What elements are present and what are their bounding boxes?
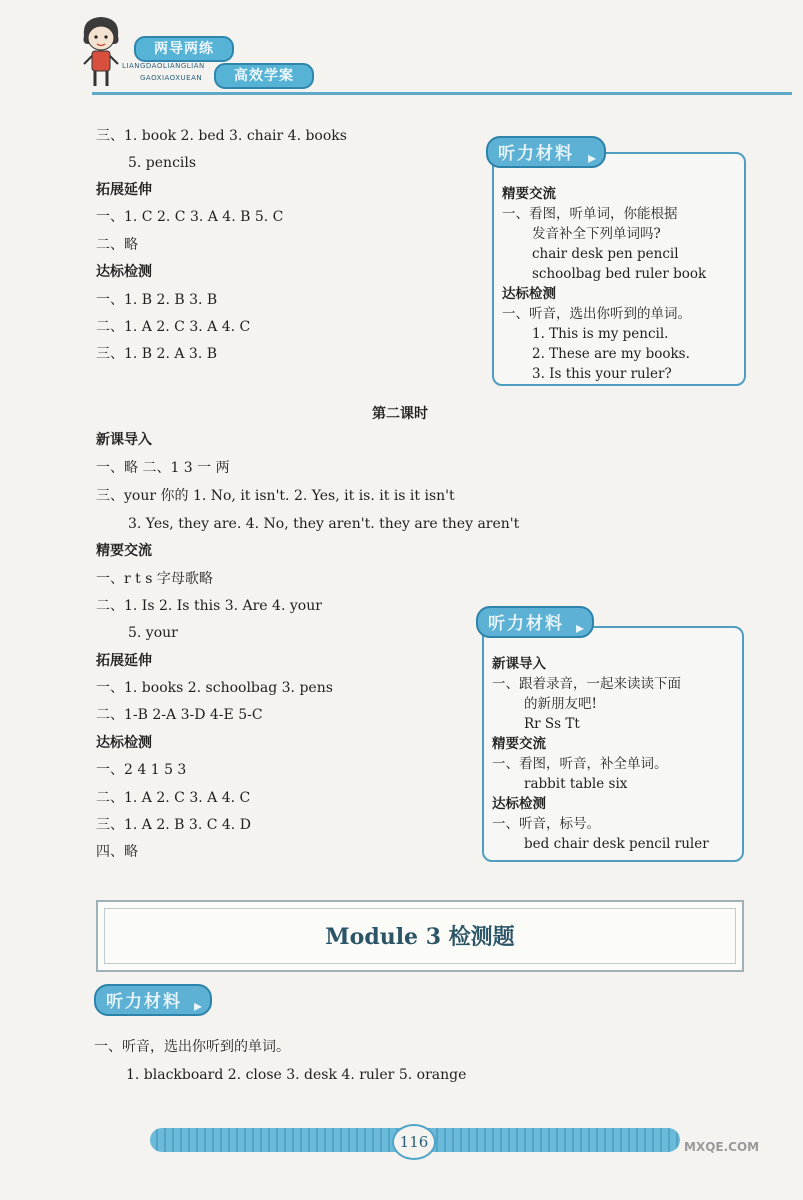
answer-line: 二、1. A 2. C 3. A 4. C — [96, 790, 251, 806]
answer-line: 5. your — [128, 625, 178, 641]
arrow-right-icon: ▸ — [575, 618, 586, 637]
answer-line: 二、略 — [96, 237, 138, 253]
box-heading: 达标检测 — [492, 796, 546, 812]
listening-box-1 — [492, 152, 746, 386]
answer-line: 三、1. B 2. A 3. B — [96, 346, 218, 362]
box-line: chair desk pen pencil — [532, 246, 679, 262]
listening-tab-label: 听力材料 — [488, 614, 564, 634]
question-line: 一、听音，选出你听到的单词。 — [94, 1039, 290, 1055]
mascot-girl-icon — [76, 14, 126, 90]
answer-line: 3. Yes, they are. 4. No, they aren't. they are they aren't — [128, 516, 520, 532]
box-line: 的新朋友吧! — [524, 696, 597, 712]
box-line: 1. This is my pencil. — [532, 326, 669, 342]
box-line: 一、听音，选出你听到的单词。 — [502, 306, 691, 322]
header-rule — [92, 92, 792, 95]
box-line: 一、跟着录音，一起来读读下面 — [492, 676, 681, 692]
listening-box-2 — [482, 626, 744, 862]
arrow-right-icon: ▸ — [193, 996, 204, 1015]
answer-line: 三、1. A 2. B 3. C 4. D — [96, 817, 251, 833]
answer-line: 5. pencils — [128, 155, 197, 171]
box-line: 2. These are my books. — [532, 346, 690, 362]
module-banner — [96, 900, 744, 972]
answer-line: 一、1. B 2. B 3. B — [96, 292, 218, 308]
arrow-right-icon: ▸ — [587, 148, 598, 167]
answer-line: 一、r t s 字母歌略 — [96, 571, 213, 587]
section-heading: 拓展延伸 — [96, 182, 152, 198]
box-line: 一、看图，听音，补全单词。 — [492, 756, 668, 772]
page-number: 116 — [392, 1124, 436, 1160]
section-heading: 精要交流 — [96, 543, 152, 559]
box-line: 3. Is this your ruler? — [532, 366, 672, 382]
section-heading: 新课导入 — [96, 432, 152, 448]
section-heading: 达标检测 — [96, 735, 152, 751]
box-heading: 新课导入 — [492, 656, 546, 672]
answer-line: 一、1. books 2. schoolbag 3. pens — [96, 680, 333, 696]
box-line: rabbit table six — [524, 776, 628, 792]
box-line: Rr Ss Tt — [524, 716, 580, 732]
box-line: 一、听音，标号。 — [492, 816, 600, 832]
answer-line: 二、1. Is 2. Is this 3. Are 4. your — [96, 598, 322, 614]
answer-line: 二、1. A 2. C 3. A 4. C — [96, 319, 251, 335]
answer-line: 一、略 二、1 3 一 两 — [96, 460, 230, 476]
series-pinyin-2: GAOXIAOXUEAN — [140, 74, 203, 82]
answer-line: 一、2 4 1 5 3 — [96, 762, 187, 778]
box-line: bed chair desk pencil ruler — [524, 836, 709, 852]
answer-line: 三、your 你的 1. No, it isn't. 2. Yes, it is. it is it isn't — [96, 488, 455, 504]
series-pinyin-1: LIANGDAOLIANGLIAN — [122, 62, 205, 70]
section-heading: 达标检测 — [96, 264, 152, 280]
answer-line: 四、略 — [96, 844, 138, 860]
watermark: MXQE.COM — [684, 1140, 760, 1154]
listening-tab-2 — [476, 606, 594, 638]
listening-tab-label: 听力材料 — [498, 144, 574, 164]
series-badge-top: 两导两练 — [134, 36, 234, 62]
box-heading: 达标检测 — [502, 286, 556, 302]
box-line: 一、看图，听单词，你能根据 — [502, 206, 678, 222]
box-line: 发音补全下列单词吗? — [532, 226, 661, 242]
box-line: schoolbag bed ruler book — [532, 266, 707, 282]
series-badge-bottom: 高效学案 — [214, 63, 314, 89]
box-heading: 精要交流 — [502, 186, 556, 202]
listening-tab-1 — [486, 136, 606, 168]
box-heading: 精要交流 — [492, 736, 546, 752]
section-heading: 拓展延伸 — [96, 653, 152, 669]
question-items: 1. blackboard 2. close 3. desk 4. ruler 5. orange — [126, 1067, 467, 1083]
listening-tab-label: 听力材料 — [106, 992, 182, 1012]
listening-tab-3 — [94, 984, 212, 1016]
module-title: Module 3 检测题 — [325, 924, 515, 950]
answer-line: 三、1. book 2. bed 3. chair 4. books — [96, 128, 347, 144]
answer-line: 二、1-B 2-A 3-D 4-E 5-C — [96, 707, 263, 723]
answer-line: 一、1. C 2. C 3. A 4. B 5. C — [96, 209, 284, 225]
lesson-title: 第二课时 — [372, 406, 428, 422]
